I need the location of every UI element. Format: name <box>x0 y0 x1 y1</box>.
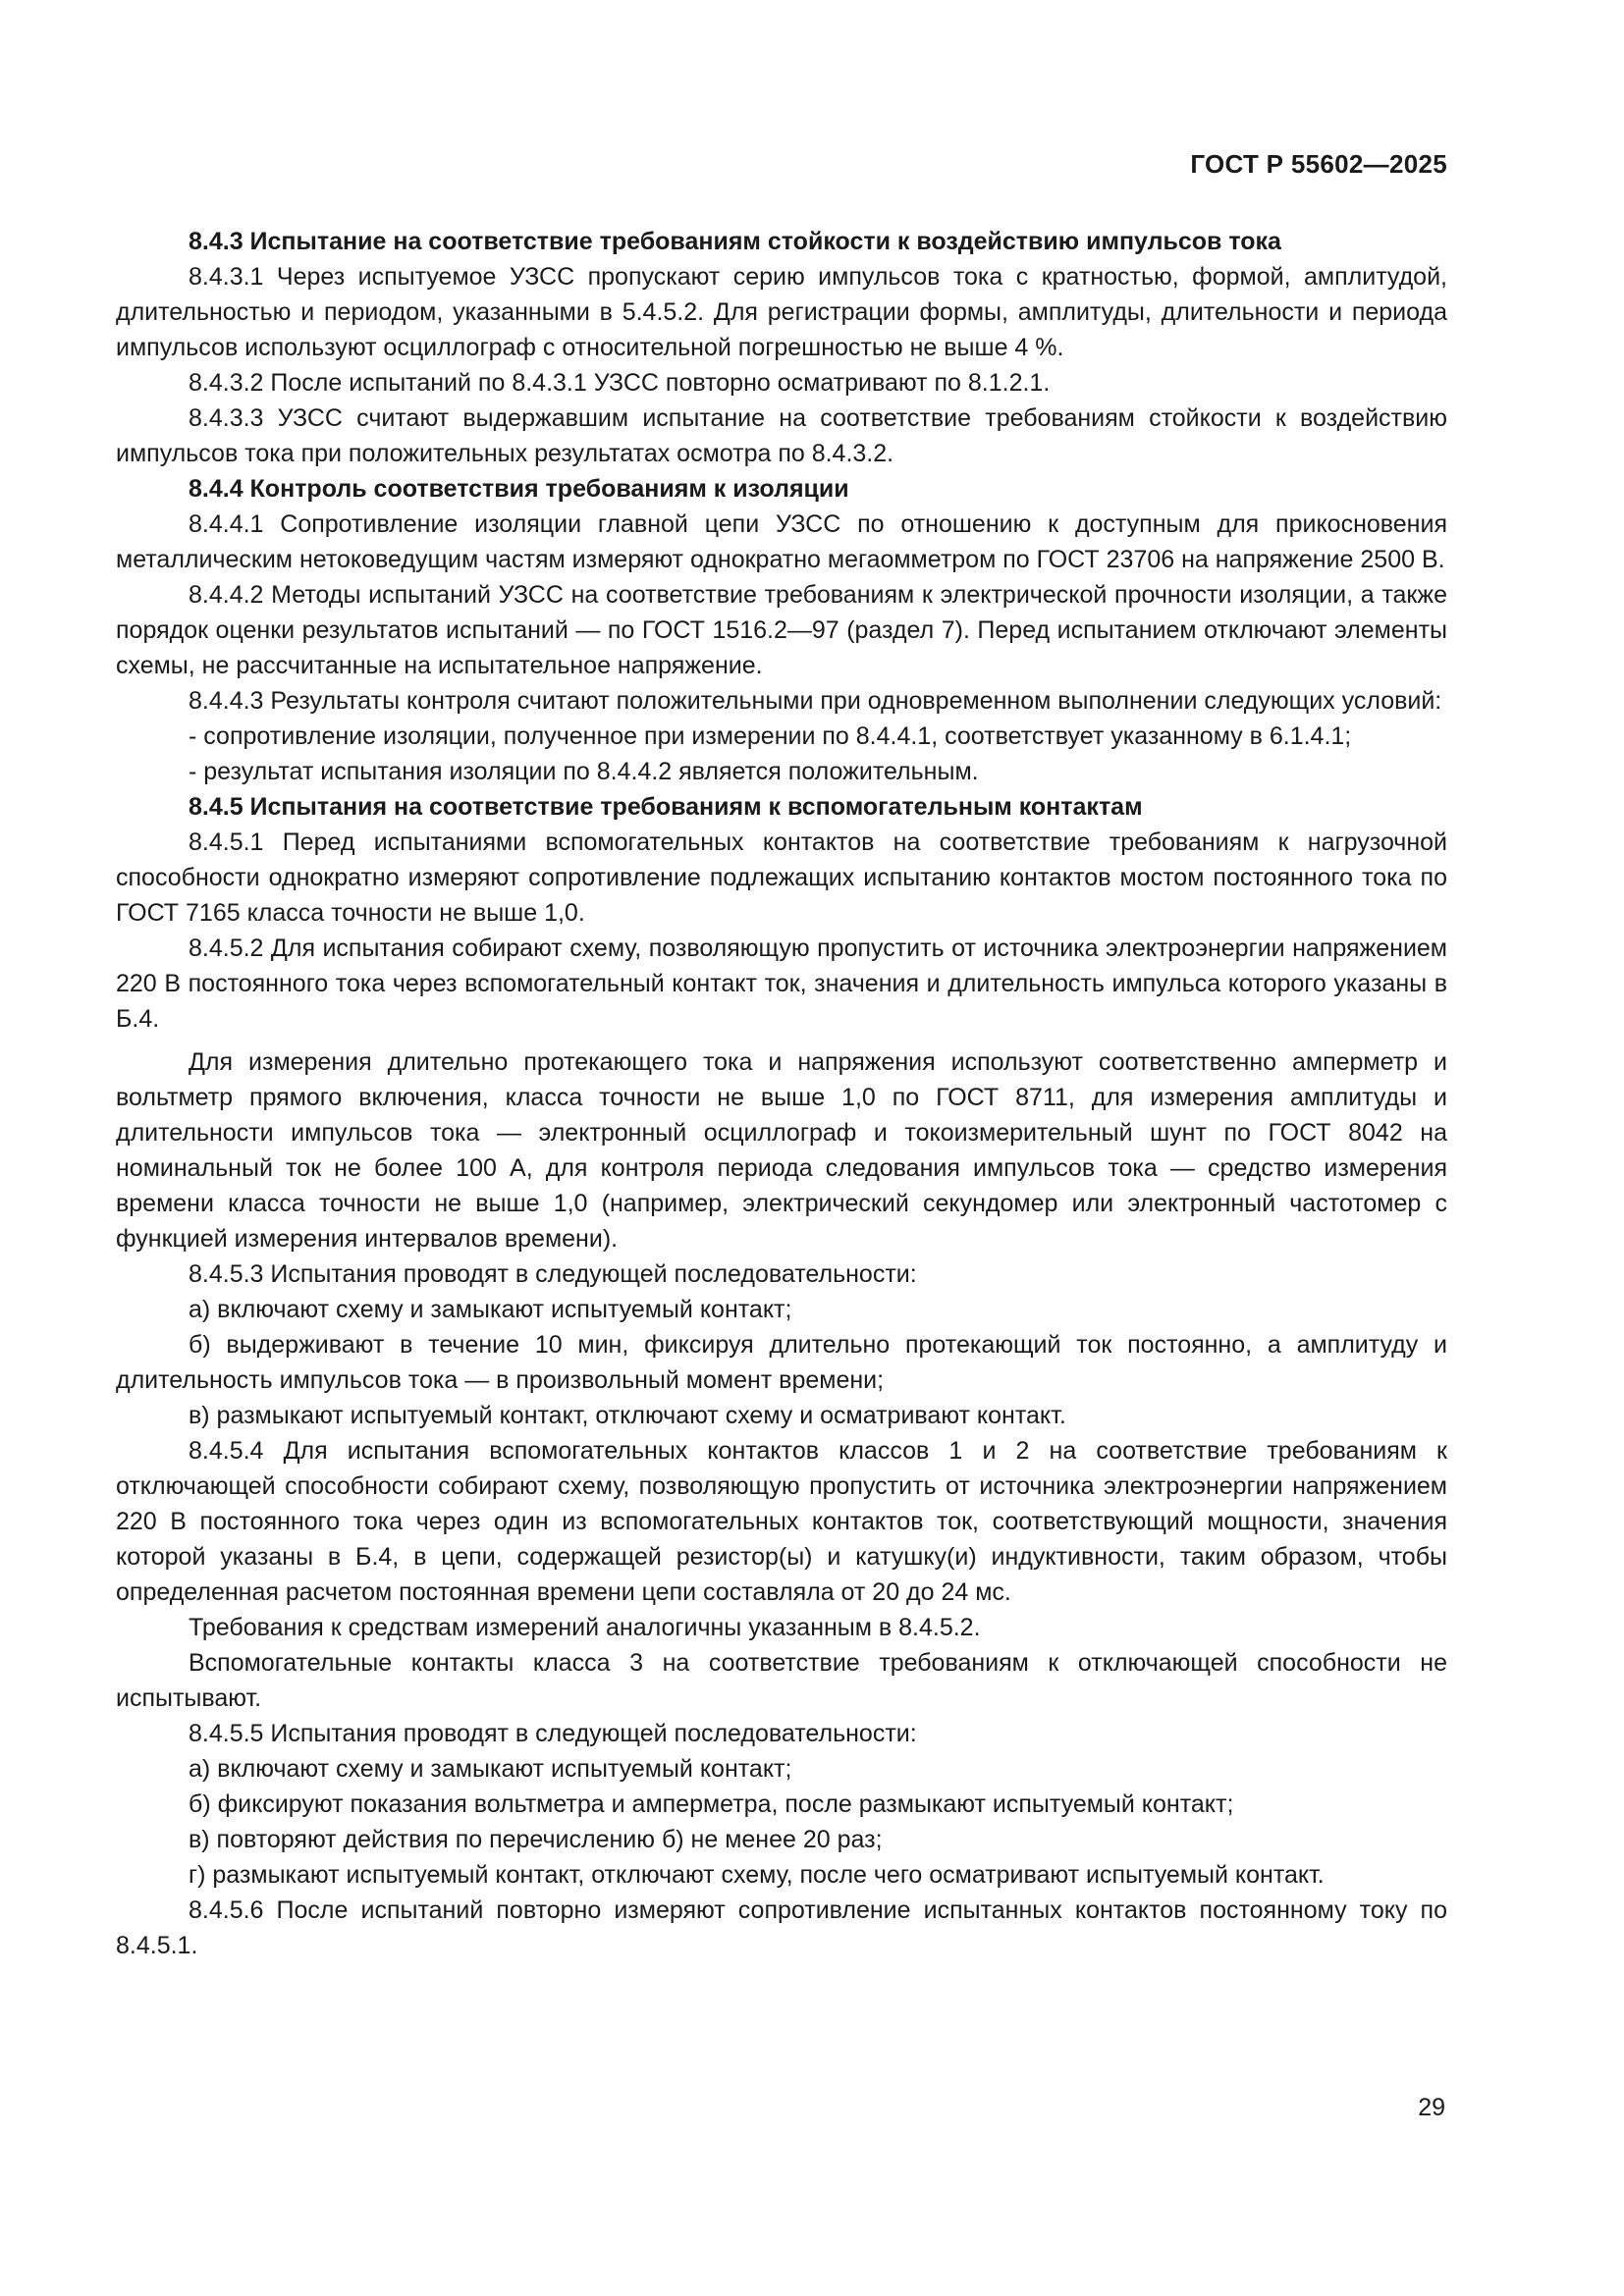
section-heading-8-4-5: 8.4.5 Испытания на соответствие требованиям к вспомогательным контактам <box>189 793 1143 821</box>
paragraph: 8.4.4.3 Результаты контроля считают положительными при одновременном выполнении следующих условий: <box>189 687 1442 715</box>
list-item: а) включают схему и замыкают испытуемый контакт; <box>189 1296 792 1323</box>
page-number: 29 <box>1418 2094 1445 2121</box>
paragraph: 8.4.3.3 УЗСС считают выдержавшим испытание на соответствие требованиям стойкости к воздействию импульсов тока при положительных результатах осмотра по 8.4.3.2. <box>116 404 1447 467</box>
document-code: ГОСТ Р 55602—2025 <box>1190 149 1447 179</box>
paragraph: 8.4.5.1 Перед испытаниями вспомогательных контактов на соответствие требованиям к нагрузочной способности однократно измеряют сопротивление подлежащих испытанию контактов мостом постоянного тока по ГОСТ 7165 класса точности не выше 1,0. <box>116 828 1447 927</box>
paragraph: Для измерения длительно протекающего тока и напряжения используют соответственно амперметр и вольтметр прямого включения, класса точности не выше 1,0 по ГОСТ 8711, для измерения амплитуды и длительности импульсов тока — электронный осциллограф и токоизмерительный шунт по ГОСТ 8042 на номинальный ток не более 100 А, для контроля периода следования импульсов тока — средство измерения времени класса точности не выше 1,0 (например, электрический секундомер или электронный частотомер с функцией измерения интервалов времени). <box>116 1048 1447 1253</box>
paragraph: Требования к средствам измерений аналогичны указанным в 8.4.5.2. <box>189 1614 981 1641</box>
page-body <box>116 224 1447 1963</box>
list-item: в) размыкают испытуемый контакт, отключают схему и осматривают контакт. <box>189 1402 1066 1429</box>
paragraph: 8.4.5.4 Для испытания вспомогательных контактов классов 1 и 2 на соответствие требованиям к отключающей способности собирают схему, позволяющую пропустить от источника электроэнергии напряжением 220 В постоянного тока через один из вспомогательных контактов ток, соответствующий мощности, значения которой указаны в Б.4, в цепи, содержащей резистор(ы) и катушку(и) индуктивности, таким образом, чтобы определенная расчетом постоянная времени цепи составляла от 20 до 24 мс. <box>116 1437 1447 1606</box>
paragraph: 8.4.4.2 Методы испытаний УЗСС на соответствие требованиям к электрической прочности изоляции, а также порядок оценки результатов испытаний — по ГОСТ 1516.2—97 (раздел 7). Перед испытанием отключают элементы схемы, не рассчитанные на испытательное напряжение. <box>116 581 1447 679</box>
paragraph: Вспомогательные контакты класса 3 на соответствие требованиям к отключающей способности не испытывают. <box>116 1649 1447 1712</box>
paragraph: 8.4.5.3 Испытания проводят в следующей последовательности: <box>189 1260 917 1288</box>
list-item: а) включают схему и замыкают испытуемый контакт; <box>189 1755 792 1783</box>
list-item: в) повторяют действия по перечислению б) не менее 20 раз; <box>189 1826 883 1853</box>
paragraph: 8.4.5.6 После испытаний повторно измеряют сопротивление испытанных контактов постоянному току по 8.4.5.1. <box>116 1896 1447 1959</box>
paragraph: 8.4.3.2 После испытаний по 8.4.3.1 УЗСС повторно осматривают по 8.1.2.1. <box>189 369 1051 397</box>
paragraph: 8.4.4.1 Сопротивление изоляции главной цепи УЗСС по отношению к доступным для прикосновения металлическим нетоковедущим частям измеряют однократно мегаомметром по ГОСТ 23706 на напряжение 2500 В. <box>116 510 1447 573</box>
paragraph: 8.4.3.1 Через испытуемое УЗСС пропускают серию импульсов тока с кратностью, формой, амплитудой, длительностью и периодом, указанными в 5.4.5.2. Для регистрации формы, амплитуды, длительности и периода импульсов используют осциллограф с относительной погрешностью не выше 4 %. <box>116 263 1447 361</box>
paragraph: 8.4.5.5 Испытания проводят в следующей последовательности: <box>189 1720 917 1747</box>
paragraph: 8.4.5.2 Для испытания собирают схему, позволяющую пропустить от источника электроэнергии напряжением 220 В постоянного тока через вспомогательный контакт ток, значения и длительность импульса которого указаны в Б.4. <box>116 934 1447 1033</box>
section-heading-8-4-4: 8.4.4 Контроль соответствия требованиям к изоляции <box>189 475 849 503</box>
list-item: б) фиксируют показания вольтметра и амперметра, после размыкают испытуемый контакт; <box>189 1790 1234 1818</box>
section-heading-8-4-3: 8.4.3 Испытание на соответствие требованиям стойкости к воздействию импульсов тока <box>189 228 1281 255</box>
list-item: - сопротивление изоляции, полученное при измерении по 8.4.4.1, соответствует указанному в 6.1.4.1; <box>189 722 1352 750</box>
list-item: г) размыкают испытуемый контакт, отключают схему, после чего осматривают испытуемый контакт. <box>189 1861 1325 1889</box>
list-item: б) выдерживают в течение 10 мин, фиксируя длительно протекающий ток постоянно, а амплитуду и длительность импульсов тока — в произвольный момент времени; <box>116 1331 1447 1394</box>
list-item: - результат испытания изоляции по 8.4.4.2 является положительным. <box>189 758 979 785</box>
